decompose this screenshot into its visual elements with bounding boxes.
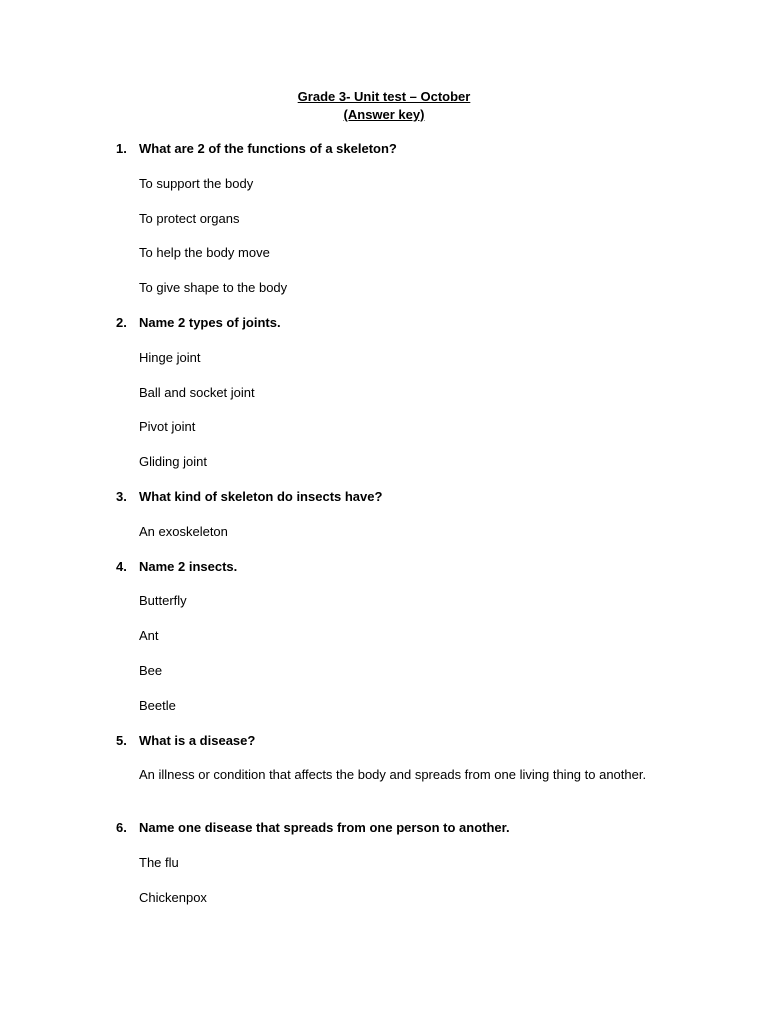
- answer-item: To help the body move: [139, 245, 270, 260]
- question-number: 6.: [116, 820, 127, 835]
- answer-item: To give shape to the body: [139, 280, 288, 295]
- question-number: 3.: [116, 489, 127, 504]
- answer-item: To support the body: [139, 176, 254, 191]
- page-title: Grade 3- Unit test – October: [297, 89, 471, 104]
- answer-item: An exoskeleton: [139, 524, 228, 539]
- question-number: 2.: [116, 315, 127, 330]
- question-text: Name 2 insects.: [139, 559, 238, 574]
- question-text: What are 2 of the functions of a skeleton?: [139, 141, 397, 156]
- question-number: 4.: [116, 559, 127, 574]
- answer-item: Beetle: [139, 698, 176, 713]
- question-text: What kind of skeleton do insects have?: [139, 489, 383, 504]
- answer-item: The flu: [139, 855, 179, 870]
- question-text: Name one disease that spreads from one person to another.: [139, 820, 510, 835]
- answer-item: Butterfly: [139, 593, 187, 608]
- question-text: What is a disease?: [139, 733, 256, 748]
- answer-item: Pivot joint: [139, 419, 196, 434]
- answer-item: Ant: [139, 628, 159, 643]
- answer-item: Chickenpox: [139, 890, 207, 905]
- answer-item: Gliding joint: [139, 454, 207, 469]
- answer-item: Bee: [139, 663, 163, 678]
- question-number: 1.: [116, 141, 127, 156]
- page-subtitle: (Answer key): [343, 107, 425, 122]
- title-block: [0, 88, 768, 124]
- answer-item: Ball and socket joint: [139, 385, 255, 400]
- answer-item: An illness or condition that affects the body and spreads from one living thing to another.: [139, 767, 647, 782]
- question-text: Name 2 types of joints.: [139, 315, 281, 330]
- answer-item: To protect organs: [139, 211, 240, 226]
- question-number: 5.: [116, 733, 127, 748]
- answer-item: Hinge joint: [139, 350, 201, 365]
